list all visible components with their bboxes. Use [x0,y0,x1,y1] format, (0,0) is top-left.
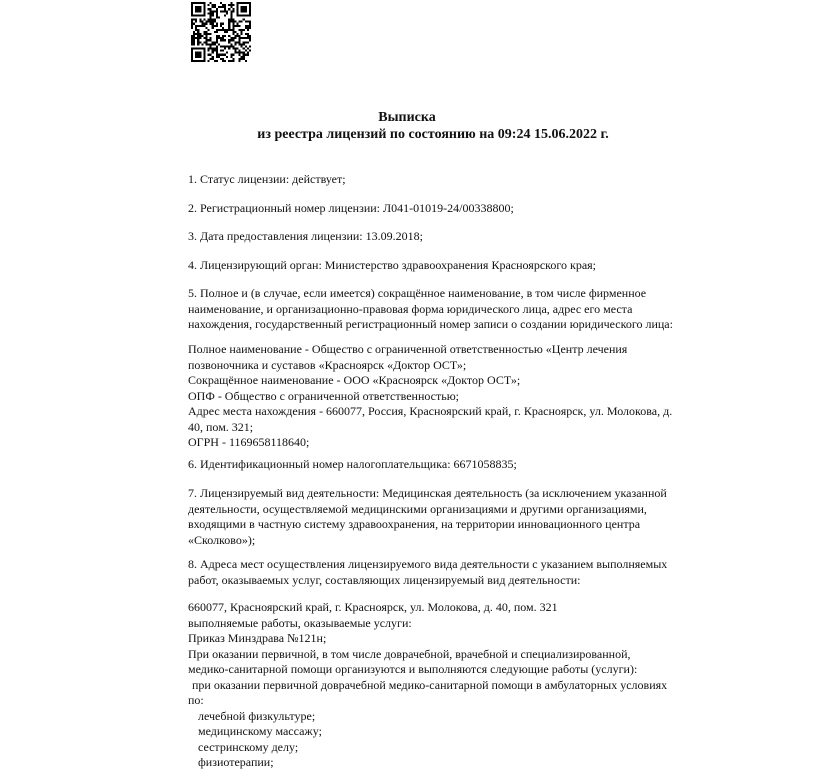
item-activity-addresses [188,557,688,588]
text-line: при оказании первичной доврачебной медико-санитарной помощи в амбулаторных условиях [192,677,668,692]
item-inn: 6. Идентификационный номер налогоплательщика: 6671058835; [188,457,517,471]
text-line: медико-санитарной помощи организуются и выполняются следующие работы (услуги): [188,662,638,676]
text-line: При оказании первичной, в том числе доврачебной, врачебной и специализированной, [188,646,631,661]
ogrn-line: ОГРН - 1169658118640; [188,435,310,449]
text-line: 8. Адреса мест осуществления лицензируемого вида деятельности с указанием выполняемых [188,557,668,571]
item-registration-number: 2. Регистрационный номер лицензии: Л041-01019-24/00338800; [188,201,514,215]
text-line: входящими в частную систему здравоохранения, на территории инновационного центра [188,517,641,531]
address-line: 660077, Красноярский край, г. Красноярск, ул. Молокова, д. 40, пом. 321 [188,600,558,614]
address-line: Адрес места нахождения - 660077, Россия, Красноярский край, г. Красноярск, ул. Молокова, д. [188,404,673,418]
item-license-status: 1. Статус лицензии: действует; [188,172,346,186]
text-line: наименование, и организационно-правовая форма юридического лица, адрес его места [188,301,633,316]
full-name-line: Полное наименование - Общество с ограниченной ответственностью «Центр лечения [188,342,628,356]
item-activity-type [188,486,688,548]
document-subtitle: из реестра лицензий по состоянию на 09:24 15.06.2022 г. [257,127,609,142]
text-line: 5. Полное и (в случае, если имеется) сокращённое наименование, в том числе фирменное [188,286,647,300]
text-line: выполняемые работы, оказываемые услуги: [188,615,412,630]
text-line: работ, оказываемых услуг, составляющих лицензируемый вид деятельности: [188,572,581,587]
activity-address-details [188,600,688,771]
organization-details [188,342,688,451]
service-item: лечебной физкультуре; [198,708,316,723]
text-line: «Сколково»); [188,532,256,547]
full-name-line: позвоночника и суставов «Красноярск «Доктор ОСТ»; [188,357,467,372]
order-line: Приказ Минздрава №121н; [188,631,327,645]
service-item: сестринскому делу; [198,739,299,754]
text-line: деятельности, осуществляемой медицинскими организациями и другими организациями, [188,501,647,516]
item-licensing-authority: 4. Лицензирующий орган: Министерство здравоохранения Красноярского края; [188,258,596,272]
item-license-date: 3. Дата предоставления лицензии: 13.09.2018; [188,229,423,243]
legal-form-line: ОПФ - Общество с ограниченной ответственностью; [188,388,460,403]
document-title: Выписка [378,110,436,125]
service-item: медицинскому массажу; [198,724,322,738]
text-line: 7. Лицензируемый вид деятельности: Медицинская деятельность (за исключением указанной [188,486,667,500]
qr-code-icon [191,2,251,62]
address-line: 40, пом. 321; [188,419,254,434]
text-line: нахождения, государственный регистрационный номер записи о создании юридического лица: [188,317,673,331]
item-organization-names [188,286,688,333]
service-item: физиотерапии; [198,755,274,769]
text-line: по: [188,693,204,707]
short-name-line: Сокращённое наименование - ООО «Красноярск «Доктор ОСТ»; [188,373,521,387]
